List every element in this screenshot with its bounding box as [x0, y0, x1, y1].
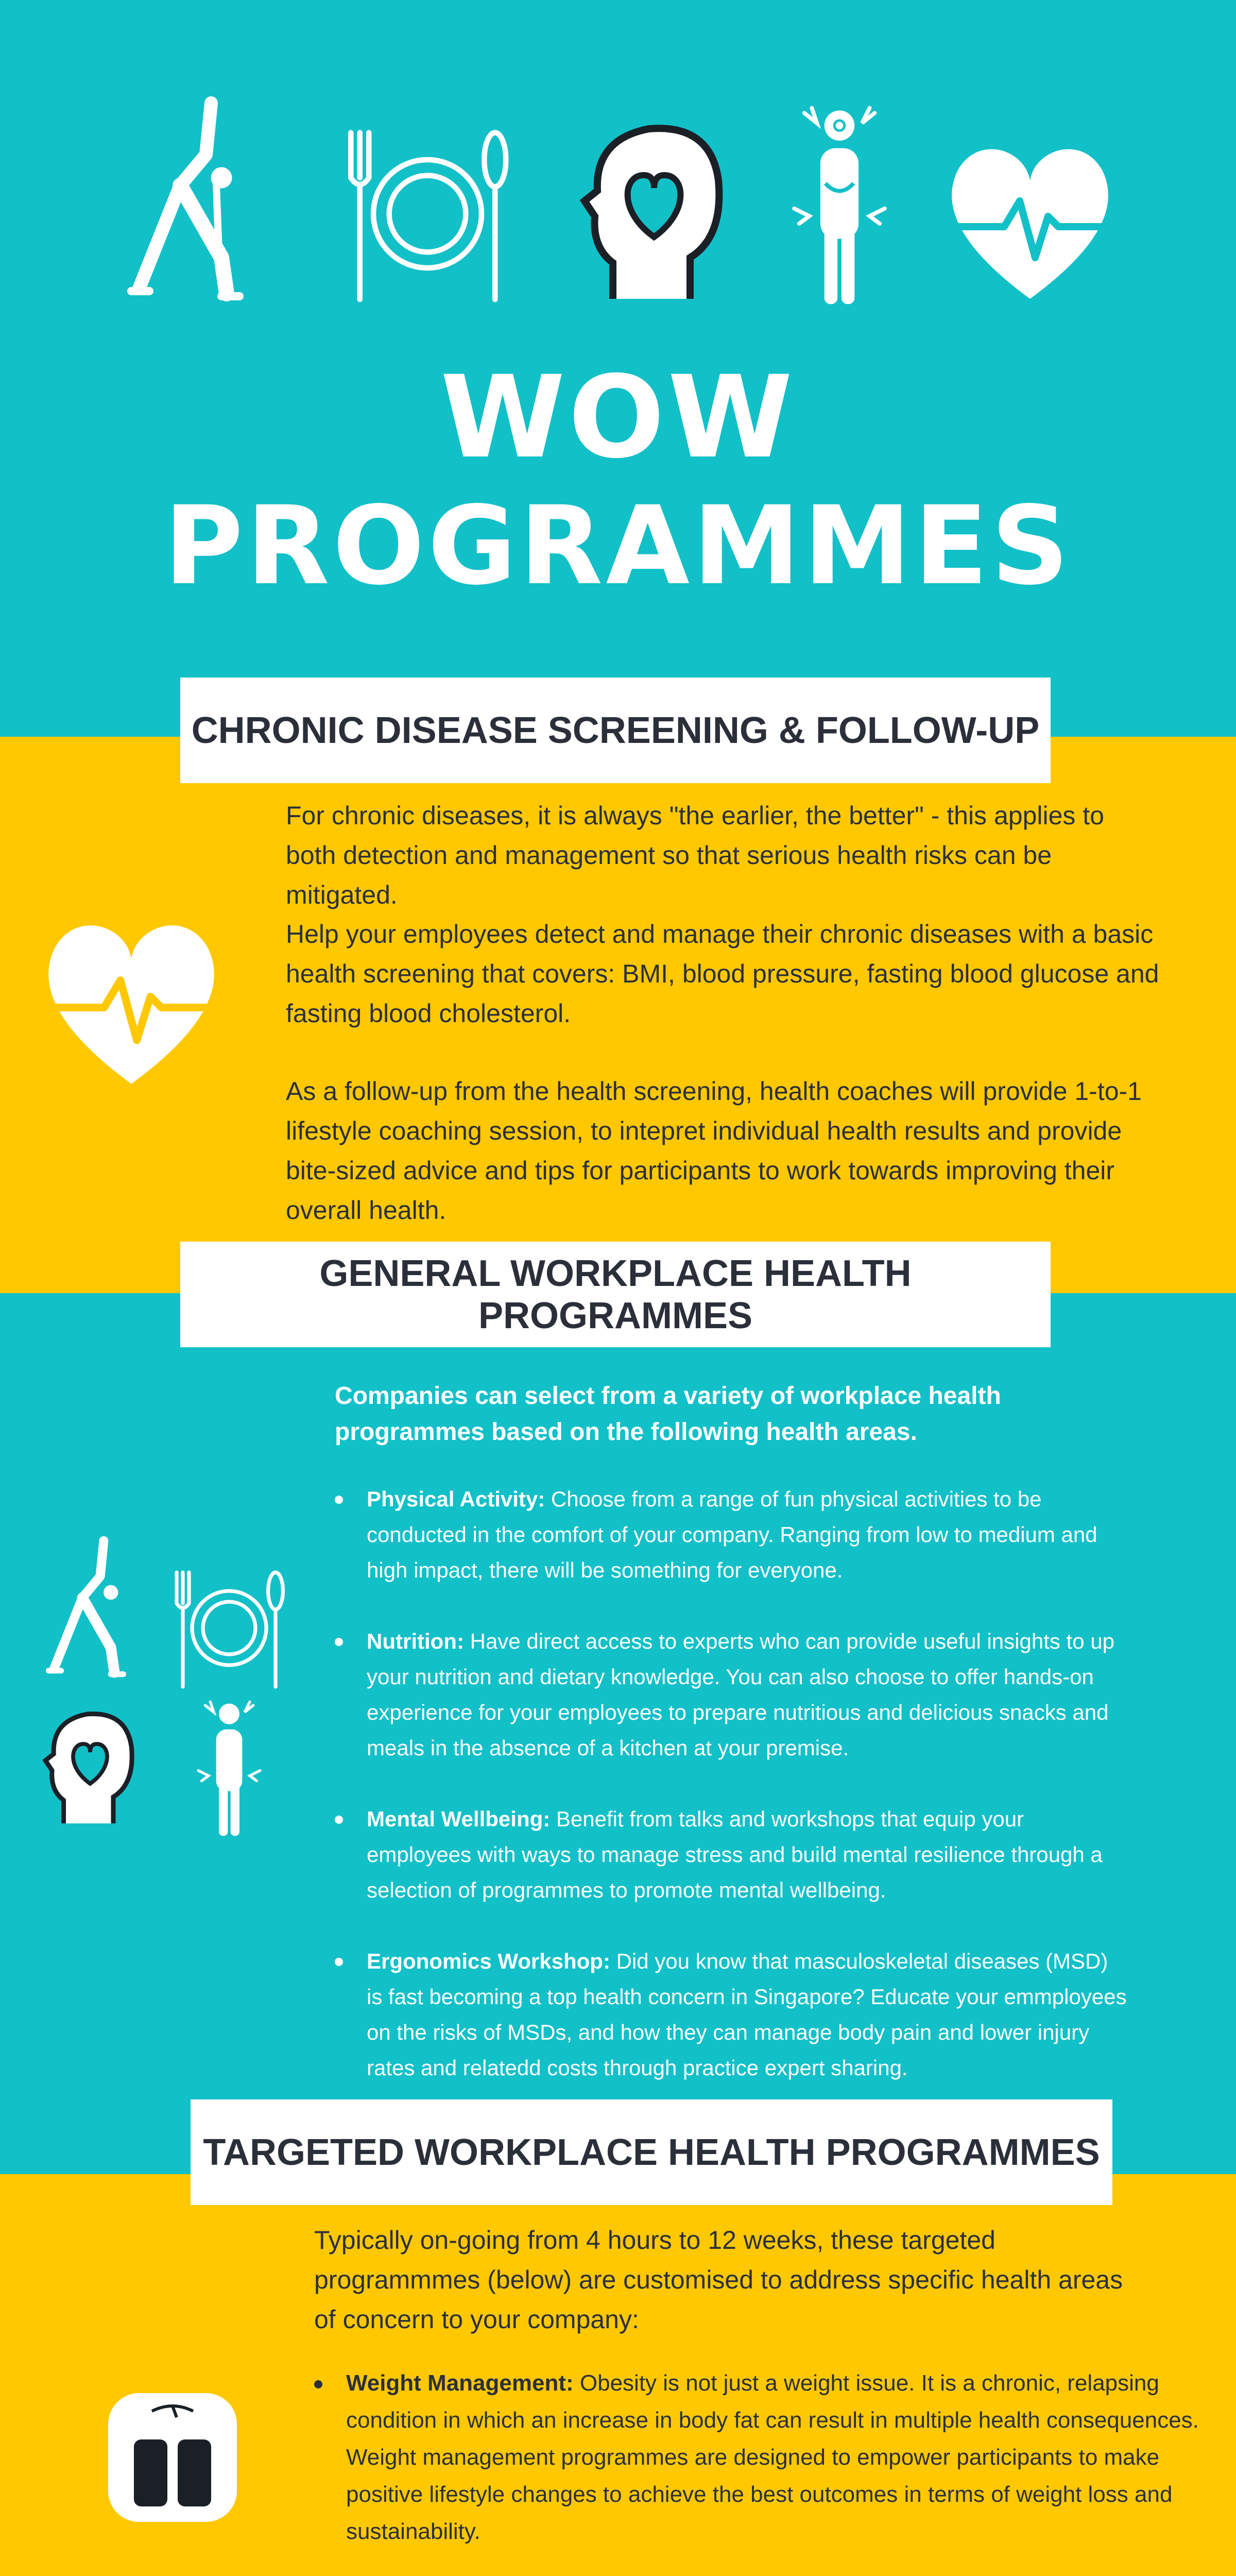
section3-list — [314, 2365, 1200, 2576]
list-item-text: Choose from a range of fun physical activities to be conducted in the comfort of your company. Ranging from low to medium and high impact, there will be something for everyone. — [367, 1487, 1097, 1582]
list-item-text: Have direct access to experts who can provide useful insights to up your nutrition and dietary knowledge. You can also choose to offer hands-on experience for your employees to prepare nutritious and delicious snacks and meals in the absence of a kitchen at your premise. — [367, 1629, 1114, 1760]
list-item-text: Obesity is not just a weight issue. It is a chronic, relapsing condition in which an increase in body fat can result in multiple health consequences. Weight management programmes are designed to empower participants to make positive lifestyle changes to achieve the best outcomes in terms of weight loss and sustainability. — [346, 2370, 1199, 2544]
section1-paragraph-3: As a follow-up from the health screening, health coaches will provide 1-to-1 lifestyle coaching session, to intepret individual health results and provide bite-sized advice and tips for participants to work towards improving their overall health. — [286, 1077, 1142, 1225]
list-item — [335, 1943, 1128, 2086]
list-item — [314, 2365, 1200, 2550]
list-item — [335, 1481, 1128, 1588]
heart-pulse-icon — [39, 914, 224, 1090]
heart-pulse-icon — [942, 139, 1118, 304]
stretching-person-icon — [118, 88, 242, 304]
list-item-lead: Weight Management: — [346, 2370, 574, 2396]
stretching-person-icon — [36, 1530, 129, 1680]
section1-paragraph-1: For chronic diseases, it is always "the earlier, the better" - this applies to both detection and management so that serious health risks can be mitigated. — [286, 801, 1104, 909]
section1-heading: CHRONIC DISEASE SCREENING & FOLLOW-UP — [180, 677, 1051, 783]
weighing-scale-icon — [106, 2391, 239, 2524]
section2-heading: GENERAL WORKPLACE HEALTH PROGRAMMES — [180, 1242, 1051, 1347]
list-item-text: Did you know that masculoskeletal diseases (MSD) is fast becoming a top health concern in Singapore? Educate your emmployees on the risks of MSDs, and how they can manage body pain and lower injury rates and relatedd costs through practice expert sharing. — [367, 1949, 1127, 2080]
list-item — [335, 1801, 1128, 1908]
list-item-lead: Physical Activity: — [367, 1487, 545, 1511]
list-item-lead: Nutrition: — [367, 1629, 464, 1653]
stressed-person-icon — [193, 1695, 265, 1839]
section3-heading: TARGETED WORKPLACE HEALTH PROGRAMMES — [191, 2099, 1112, 2205]
page-title-line1: WOW — [440, 351, 796, 483]
head-heart-icon — [582, 118, 726, 304]
list-item-lead: Ergonomics Workshop: — [367, 1949, 610, 1973]
list-item-text: Benefit from talks and workshops that equip your employees with ways to manage stress and build mental resilience through a selection of programmes to promote mental wellbeing. — [367, 1807, 1103, 1902]
section3-intro: Typically on-going from 4 hours to 12 weeks, these targeted programmmes (below) are customised to address specific health areas of concern to your company: — [314, 2226, 1123, 2334]
plate-cutlery-icon — [330, 124, 525, 304]
list-item — [335, 1623, 1128, 1766]
head-heart-icon — [44, 1705, 136, 1829]
page-title-line2: PROGRAMMES — [164, 483, 1072, 609]
list-item-lead: Mental Wellbeing: — [367, 1807, 551, 1831]
section2-list — [335, 1481, 1128, 2121]
section1-paragraph-2: Help your employees detect and manage their chronic diseases with a basic health screening that covers: BMI, blood pressure, fasting blood glucose and fasting blood cholesterol. — [286, 920, 1159, 1028]
stressed-person-icon — [788, 98, 891, 309]
section2-intro: Companies can select from a variety of workplace health programmes based on the following health areas. — [335, 1382, 1001, 1446]
plate-cutlery-icon — [170, 1566, 288, 1690]
